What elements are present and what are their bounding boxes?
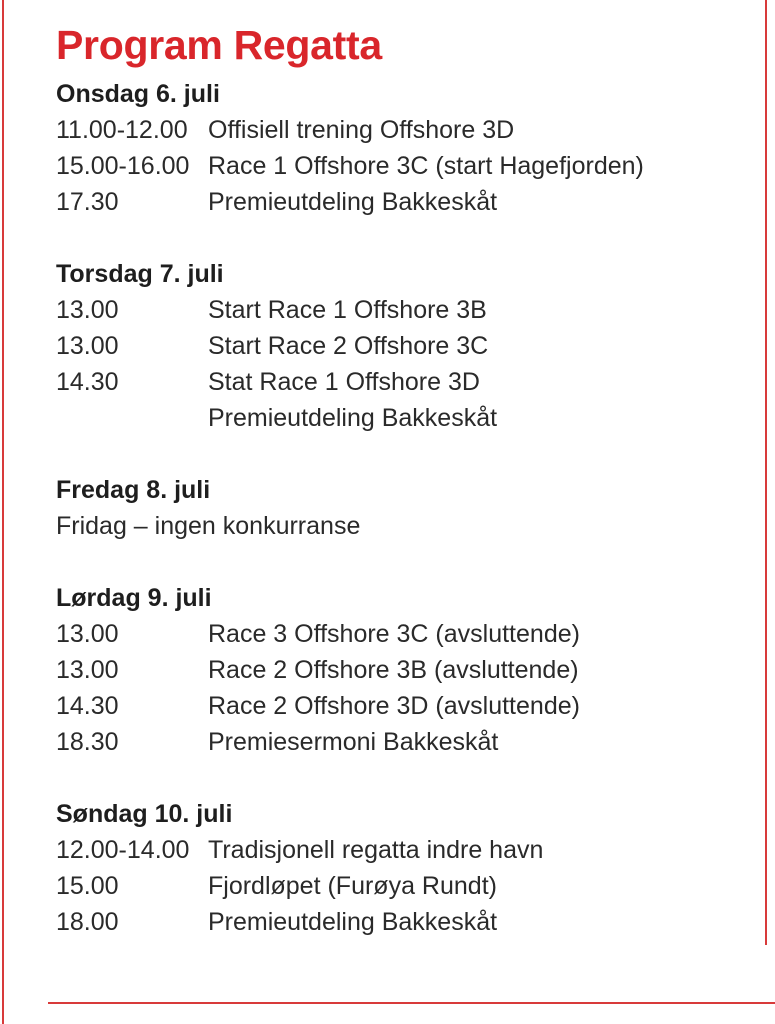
event-time: 13.00 bbox=[56, 620, 119, 648]
day-heading: Lørdag 9. juli bbox=[56, 584, 212, 612]
day-sondag bbox=[56, 796, 756, 940]
schedule-row bbox=[56, 292, 756, 328]
event-description: Race 1 Offshore 3C (start Hagefjorden) bbox=[208, 152, 644, 180]
left-border-rule bbox=[2, 0, 4, 1024]
day-torsdag bbox=[56, 256, 756, 436]
schedule-row bbox=[56, 868, 756, 904]
event-description: Premiesermoni Bakkeskåt bbox=[208, 728, 499, 756]
event-description: Race 2 Offshore 3B (avsluttende) bbox=[208, 656, 579, 684]
event-time: 18.30 bbox=[56, 728, 119, 756]
day-heading: Onsdag 6. juli bbox=[56, 80, 220, 108]
schedule-row bbox=[56, 724, 756, 760]
schedule-row bbox=[56, 328, 756, 364]
event-time: 14.30 bbox=[56, 692, 119, 720]
event-description: Race 2 Offshore 3D (avsluttende) bbox=[208, 692, 580, 720]
event-time: 11.00-12.00 bbox=[56, 116, 188, 144]
event-description: Start Race 1 Offshore 3B bbox=[208, 296, 487, 324]
day-lordag bbox=[56, 580, 756, 760]
event-description: Stat Race 1 Offshore 3D bbox=[208, 368, 480, 396]
schedule-row bbox=[56, 904, 756, 940]
day-onsdag bbox=[56, 76, 756, 220]
day-heading: Søndag 10. juli bbox=[56, 800, 233, 828]
event-time bbox=[56, 400, 208, 436]
schedule-row bbox=[56, 112, 756, 148]
day-fredag bbox=[56, 472, 756, 544]
schedule-row bbox=[56, 364, 756, 400]
bottom-border-rule bbox=[48, 1002, 775, 1004]
event-description: Fjordløpet (Furøya Rundt) bbox=[208, 872, 497, 900]
right-border-rule bbox=[765, 0, 767, 945]
event-time: 17.30 bbox=[56, 188, 119, 216]
event-time: 15.00 bbox=[56, 872, 119, 900]
program-content bbox=[56, 14, 756, 940]
schedule-row bbox=[56, 652, 756, 688]
day-note: Fridag – ingen konkurranse bbox=[56, 512, 361, 540]
event-description: Start Race 2 Offshore 3C bbox=[208, 332, 489, 360]
day-heading: Torsdag 7. juli bbox=[56, 260, 224, 288]
event-description: Tradisjonell regatta indre havn bbox=[208, 836, 544, 864]
event-description: Race 3 Offshore 3C (avsluttende) bbox=[208, 620, 580, 648]
day-heading: Fredag 8. juli bbox=[56, 476, 211, 504]
event-time: 12.00-14.00 bbox=[56, 836, 190, 864]
event-time: 13.00 bbox=[56, 656, 119, 684]
page-title: Program Regatta bbox=[56, 22, 382, 68]
event-description: Offisiell trening Offshore 3D bbox=[208, 116, 515, 144]
schedule-row bbox=[56, 400, 756, 436]
schedule-row bbox=[56, 832, 756, 868]
event-time: 14.30 bbox=[56, 368, 119, 396]
event-description: Premieutdeling Bakkeskåt bbox=[208, 188, 498, 216]
event-time: 13.00 bbox=[56, 332, 119, 360]
event-time: 18.00 bbox=[56, 908, 119, 936]
event-description: Premieutdeling Bakkeskåt bbox=[208, 404, 498, 432]
event-description: Premieutdeling Bakkeskåt bbox=[208, 908, 498, 936]
schedule-row bbox=[56, 148, 756, 184]
schedule-row bbox=[56, 688, 756, 724]
schedule-row bbox=[56, 184, 756, 220]
schedule-row bbox=[56, 616, 756, 652]
event-time: 15.00-16.00 bbox=[56, 152, 190, 180]
event-time: 13.00 bbox=[56, 296, 119, 324]
